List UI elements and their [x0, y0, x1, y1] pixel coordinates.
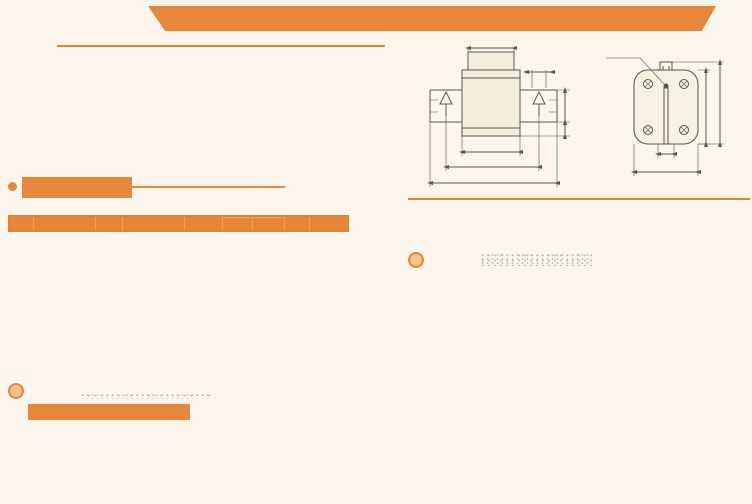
watermark-smudge [80, 393, 212, 399]
time-current-curve-chart [488, 270, 740, 468]
header-banner [148, 6, 716, 31]
col-header-prearc [222, 218, 252, 232]
col-header-old-model [122, 216, 184, 231]
bullet-ring [408, 252, 424, 268]
series-title-box [22, 177, 132, 198]
col-header-current [184, 216, 222, 231]
bullet-ring [8, 383, 24, 399]
outline-subsection-bar [28, 404, 190, 420]
dimension-table [408, 198, 750, 200]
col-header-mount [309, 216, 348, 231]
col-header-power [284, 216, 309, 231]
col-header-clearing [252, 218, 284, 232]
bullet-dot [8, 182, 17, 191]
col-header-size-code [95, 216, 122, 231]
col-header-no [9, 216, 33, 231]
col-header-model [33, 216, 95, 231]
watermark-smudge [480, 253, 592, 266]
rt16-size-table [57, 45, 385, 47]
table-header-row [9, 216, 348, 218]
product-table [8, 215, 349, 232]
fuse-outline-drawing [422, 40, 744, 196]
series-connector-line [132, 186, 285, 188]
